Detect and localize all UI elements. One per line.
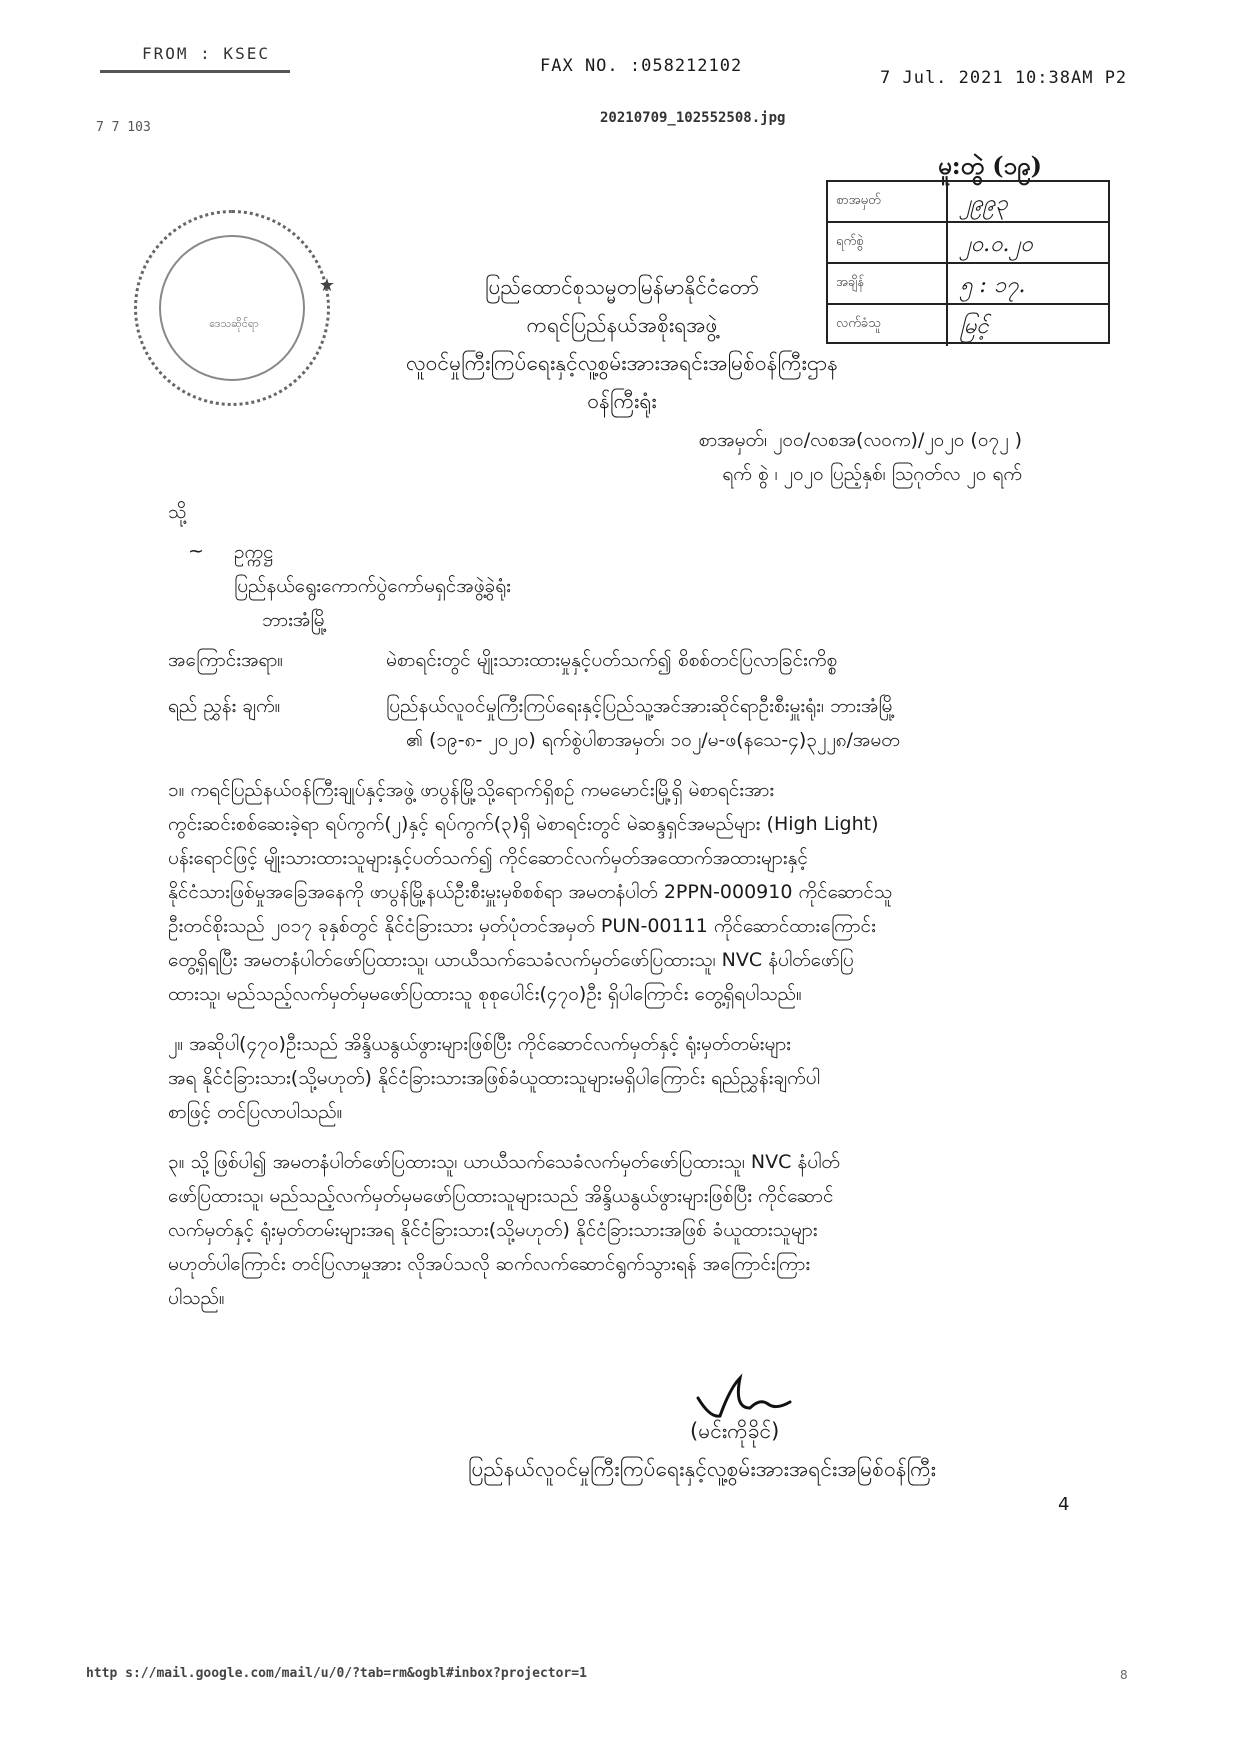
- letterhead-line-3: လူဝင်မှုကြီးကြပ်ရေးနှင့်လူ့စွမ်းအားအရင်းအမြစ်ဝန်ကြီးဌာန: [405, 351, 839, 375]
- paragraph-1-line: ဦးတင်စိုးသည် ၂၀၁၇ ခုနှစ်တွင် နိုင်ငံခြားသား မှတ်ပုံတင်အမှတ် PUN-00111 ကိုင်ဆောင်ထားကြောင်း: [168, 915, 876, 937]
- seal-text: ဒေသဆိုင်ရာ: [209, 317, 259, 330]
- stamp-divider: [946, 223, 948, 262]
- subject-label: အကြောင်းအရာ။: [168, 649, 284, 671]
- paragraph-1-line: ၁။ ကရင်ပြည်နယ်ဝန်ကြီးချုပ်နှင့်အဖွဲ့ ဖာပွန်မြို့သို့ရောက်ရှိစဉ် ကမမောင်းမြို့ရှိ မဲစာရင်းအား: [168, 779, 775, 801]
- stamp-value: ၅ : ၁၇.: [960, 273, 1026, 298]
- letter-date: ရက် စွဲ ၊ ၂၀၂၀ ပြည့်နှစ်၊ ဩဂုတ်လ ၂၀ ရက်: [722, 463, 1022, 485]
- reference-label: ရည် ညွှန်း ချက်။: [168, 695, 281, 717]
- signatory-title: ပြည်နယ်လူဝင်မှုကြီးကြပ်ရေးနှင့်လူ့စွမ်းအားအရင်းအမြစ်ဝန်ကြီး: [468, 1457, 937, 1481]
- subject-text: မဲစာရင်းတွင် မျိုးသားထားမှုနှင့်ပတ်သက်၍ စိစစ်တင်ပြလာခြင်းကိစ္စ: [386, 649, 838, 671]
- stamp-row: [828, 223, 1108, 264]
- paragraph-1-line: ပန်းရောင်ဖြင့် မျိုးသားထားသူများနှင့်ပတ်သက်၍ ကိုင်ဆောင်လက်မှတ်အထောက်အထားများနှင့်: [168, 847, 808, 869]
- paragraph-3-line: ဖော်ပြထားသူ၊ မည်သည့်လက်မှတ်မှမဖော်ပြထားသူများသည် အိန္ဒိယနွယ်ဖွားများဖြစ်ပြီး ကိုင်ဆောင်: [168, 1185, 834, 1207]
- letter-reference-number: စာအမှတ်၊ ၂၀၀/လစအ(လဝက)/၂၀၂၀ (၀၇၂ ): [698, 429, 1022, 451]
- paragraph-1-line: နိုင်ငံသားဖြစ်မှုအခြေအနေကို ဖာပွန်မြို့နယ်ဦးစီးမှူးမှစိစစ်ရာ အမတနံပါတ် 2PPN-000910 ကိုင်ဆောင်သူ: [168, 881, 893, 903]
- stamp-label: လက်ခံသူ: [836, 316, 881, 331]
- recipient-mark: ~: [188, 540, 204, 562]
- paragraph-3-line: ၃။ သို့ဖြစ်ပါ၍ အမတနံပါတ်ဖော်ပြထားသူ၊ ယာယီသက်သေခံလက်မှတ်ဖော်ပြထားသူ၊ NVC နံပါတ်: [168, 1151, 840, 1173]
- paragraph-3-line: လက်မှတ်နှင့် ရုံးမှတ်တမ်းများအရ နိုင်ငံခြားသား(သို့မဟုတ်) နိုင်ငံခြားသားအဖြစ် ခံယူထားသူများ: [168, 1219, 818, 1241]
- fax-from-rule: [100, 70, 290, 73]
- fax-number: FAX NO. :058212102: [540, 56, 743, 76]
- corner-mark: 8: [1120, 1668, 1128, 1682]
- reference-text-1: ပြည်နယ်လူဝင်မှုကြီးကြပ်ရေးနှင့်ပြည်သူ့အင်အားဆိုင်ရာဦးစီးမှူးရုံး၊ ဘားအံမြို့: [386, 695, 896, 717]
- stamp-value: ၂၀.၀.၂၀: [960, 232, 1033, 257]
- stamp-row: [828, 182, 1108, 223]
- recipient-line-2: ပြည်နယ်ရွေးကောက်ပွဲကော်မရှင်အဖွဲ့ခွဲရုံး: [234, 575, 511, 597]
- letterhead-line-1: ပြည်ထောင်စုသမ္မတမြန်မာနိုင်ငံတော်: [484, 275, 759, 299]
- paragraph-1-line: တွေ့ရှိရပြီး အမတနံပါတ်ဖော်ပြထားသူ၊ ယာယီသက်သေခံလက်မှတ်ဖော်ပြထားသူ၊ NVC နံပါတ်ဖော်ပြ: [168, 949, 854, 971]
- image-filename: 20210709_102552508.jpg: [600, 110, 786, 126]
- stamp-value: ၂၉၉၃: [960, 191, 1008, 216]
- paragraph-1-line: ထားသူ၊ မည်သည့်လက်မှတ်မှမဖော်ပြထားသူ စုစုပေါင်း(၄၇၀)ဦး ရှိပါကြောင်း တွေ့ရှိရပါသည်။: [168, 983, 802, 1005]
- paragraph-2-line: အရ နိုင်ငံခြားသား(သို့မဟုတ်) နိုင်ငံခြားသားအဖြစ်ခံယူထားသူများမရှိပါကြောင်း ရည်ညွှန်းချက်ပါ: [168, 1067, 820, 1089]
- fax-from: FROM : KSEC: [142, 44, 270, 63]
- letterhead-line-2: ကရင်ပြည်နယ်အစိုးရအဖွဲ့: [526, 313, 718, 337]
- page-tick: 4: [1058, 1494, 1070, 1515]
- side-mark: 7 7 103: [96, 120, 151, 135]
- paragraph-3-line: ပါသည်။: [168, 1287, 225, 1309]
- letterhead-line-4: ဝန်ကြီးရုံး: [587, 389, 657, 413]
- stamp-value: မြင့်: [960, 314, 989, 339]
- paragraph-2-line: စာဖြင့် တင်ပြလာပါသည်။: [168, 1101, 343, 1123]
- stamp-label: ရက်စွဲ: [836, 234, 864, 249]
- paragraph-2-line: ၂။ အဆိုပါ(၄၇၀)ဦးသည် အိန္ဒိယနွယ်ဖွားများဖြစ်ပြီး ကိုင်ဆောင်လက်မှတ်နှင့် ရုံးမှတ်တမ်းများ: [168, 1033, 791, 1055]
- star-icon: ★: [318, 275, 335, 296]
- stamp-label: စာအမှတ်: [836, 193, 881, 208]
- stamp-divider: [946, 182, 948, 221]
- paragraph-3-line: မဟုတ်ပါကြောင်း တင်ပြလာမှုအား လိုအပ်သလို ဆက်လက်ဆောင်ရွက်သွားရန် အကြောင်းကြား: [168, 1253, 811, 1275]
- reference-text-2: ၏ (၁၉-၈- ၂၀၂၀) ရက်စွဲပါစာအမှတ်၊ ၁၀၂/မ-ဖ(နသေ-၄)၃၂၂၈/အမတ: [406, 729, 900, 751]
- signatory-name: (မင်းကိုခိုင်): [690, 1419, 780, 1443]
- print-url-footer: http s://mail.google.com/mail/u/0/?tab=rm&ogbl#inbox?projector=1: [86, 1666, 587, 1681]
- fax-datetime: 7 Jul. 2021 10:38AM P2: [880, 68, 1128, 88]
- page-annotation: မူ:တွဲ (၁၉): [938, 151, 1043, 180]
- to-label: သို့: [168, 501, 187, 523]
- recipient-line-3: ဘားအံမြို့: [262, 609, 328, 631]
- paragraph-1-line: ကွင်းဆင်းစစ်ဆေးခဲ့ရာ ရပ်ကွက်(၂)နှင့် ရပ်ကွက်(၃)ရှိ မဲစာရင်းတွင် မဲဆန္ဒရှင်အမည်များ (High Light): [168, 813, 879, 835]
- recipient-line-1: ဥက္ကဋ္ဌ: [234, 541, 274, 563]
- stamp-label: အချိန်: [836, 275, 865, 290]
